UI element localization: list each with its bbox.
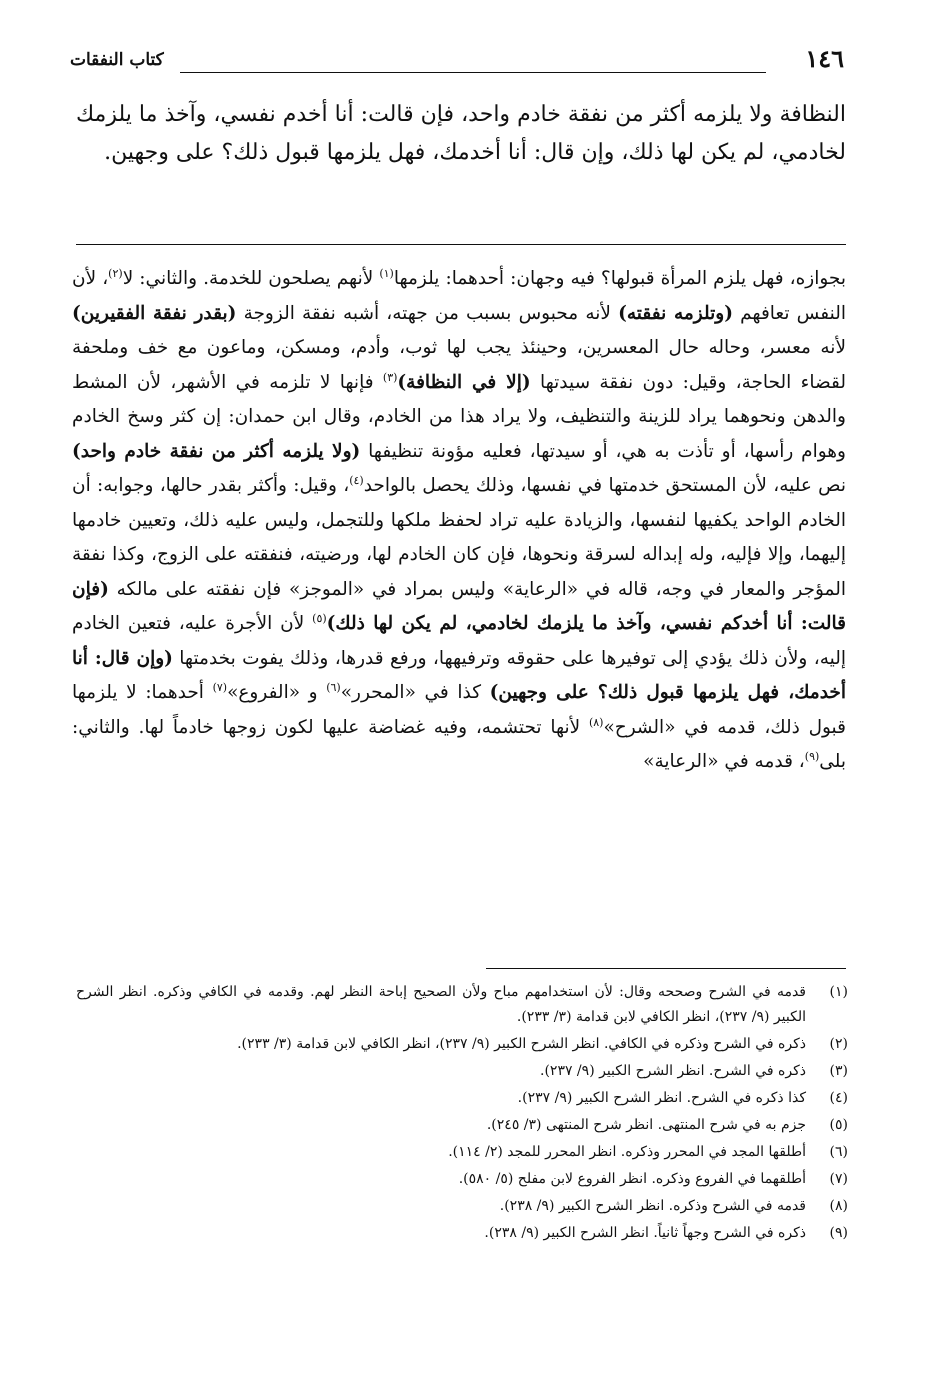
footnote-text: ذكره في الشرح. انظر الشرح الكبير (٩/ ٢٣٧). [540, 1063, 806, 1079]
matn-separator [76, 244, 846, 245]
header-rule [180, 72, 766, 73]
sharh-segment: و «الفروع» [227, 682, 327, 703]
footnote-6 [76, 1140, 848, 1165]
sharh-segment: لأنهم يصلحون للخدمة. والثاني: لا [122, 268, 380, 289]
footnote-1 [76, 980, 848, 1030]
footnote-text: أطلقهما في الفروع وذكره. انظر الفروع لابن مفلح (٥/ ٥٨٠). [458, 1171, 806, 1187]
sharh-segment: ، وقيل: وأكثر بقدر حالها، وجوابه: أن الخادم الواحد يكفيها لنفسها، والزيادة عليه تراد لحفظ ملكها وللتجمل، وليس عليه ذلك، وتعيين خادمها إليهما، وإلا فإليه، وله إبداله لسرقة ونحوها، فإن كان الخادم لها، ورضيته، فنفقته على الزوج، وكذا نفقة المؤجر والمعار في وجه، قاله في «الرعاية» وليس بمراد في «الموجز» فإن نفقته على مالكه [72, 475, 846, 600]
sharh-segment: لأنه محبوس بسبب من جهته، أشبه نفقة الزوجة [236, 302, 619, 324]
footnote-ref: (٩) [804, 749, 820, 763]
footnote-text: ذكره في الشرح وجهاً ثانياً. انظر الشرح الكبير (٩/ ٢٣٨). [484, 1225, 806, 1241]
footnote-number: (٧) [829, 1171, 848, 1187]
footnote-ref: (١) [379, 266, 394, 280]
footnote-text: كذا ذكره في الشرح. انظر الشرح الكبير (٩/ ٢٣٧). [517, 1090, 806, 1106]
footnotes [76, 980, 848, 1248]
footnote-number: (٥) [829, 1117, 848, 1133]
footnote-8 [76, 1194, 848, 1219]
footnote-text: ذكره في الشرح وذكره في الكافي. انظر الشرح الكبير (٩/ ٢٣٧)، انظر الكافي لابن قدامة (٣/ ٢٣٣). [237, 1036, 806, 1052]
footnote-5 [76, 1113, 848, 1138]
sharh-segment: لأنها تحتشمه، وفيه غضاضة عليها لكون زوجها خادماً لها. والثاني: بلى [72, 716, 846, 772]
quoted-matn-bold: (إلا في النظافة) [397, 371, 531, 393]
footnote-number: (٣) [829, 1063, 848, 1079]
footnote-number: (٦) [829, 1144, 848, 1160]
footnote-number: (٤) [829, 1090, 848, 1106]
sharh-segment: بجوازه، فهل يلزم المرأة قبولها؟ فيه وجهان: أحدهما: يلزمها [393, 268, 846, 289]
footnote-ref: (٥) [312, 611, 327, 625]
sharh-text [72, 262, 846, 780]
footnote-number: (٨) [829, 1198, 848, 1214]
footnote-ref: (٣) [382, 370, 398, 384]
sharh-segment: نص عليه، لأن المستحق خدمتها في نفسها، وذلك يحصل بالواحد [363, 475, 846, 496]
footnote-text: قدمه في الشرح وصححه وقال: لأن استخدامهم مباح ولأن الصحيح إباحة النظر لهم. وقدمه في الكافي وذكره. انظر الشرح الكبير (٩/ ٢٣٧)، انظر الكافي لابن قدامة (٣/ ٢٣٣). [76, 984, 806, 1025]
footnote-7 [76, 1167, 848, 1192]
sharh-segment: لأن الأجرة عليه، فتعين الخادم إليه، ولأن ذلك يؤدي إلى توفيرها على حقوقه وترفيهها، ورفع قدرها، وذلك يفوت بخدمتها [72, 613, 846, 669]
sharh-segment: ، قدمه في «الرعاية» [643, 751, 805, 772]
footnote-3 [76, 1059, 848, 1084]
quoted-matn-bold: (وإن قال: أنا أخدمك، فهل يلزمها قبول ذلك؟ على وجهين) [72, 647, 846, 703]
footnote-4 [76, 1086, 848, 1111]
footnote-2 [76, 1032, 848, 1057]
footnote-text: أطلقها المجد في المحرر وذكره. انظر المحرر للمجد (٢/ ١١٤). [448, 1144, 806, 1160]
footnote-text: جزم به في شرح المنتهى. انظر شرح المنتهى (٣/ ٢٤٥). [486, 1117, 806, 1133]
sharh-segment: فإنها لا تلزمه في الأشهر، لأن المشط والدهن ونحوهما يراد للزينة والتنظيف، ولا يراد هذا من الخادم، وقال ابن حمدان: إن كثر وسخ الخادم وهوام رأسها، أو تأذت به هي، أو سيدتها، فعليه مؤونة تنظيفها [72, 371, 846, 462]
footnote-separator [486, 968, 846, 969]
sharh-segment: ، لأن النفس تعافهم [72, 268, 846, 324]
page-header [70, 44, 844, 78]
footnote-9 [76, 1221, 848, 1246]
quoted-matn-bold: (وتلزمه نفقته) [618, 302, 733, 324]
footnote-text: قدمه في الشرح وذكره. انظر الشرح الكبير (٩/ ٢٣٨). [499, 1198, 806, 1214]
sharh-segment: أحدهما: لا يلزمها قبول ذلك، قدمه في «الشرح» [72, 682, 846, 738]
page-number: ١٤٦ [805, 44, 844, 73]
footnote-ref: (٢) [108, 266, 123, 280]
quoted-matn-bold: (فإن قالت: أنا أخدكم نفسي، وآخذ ما يلزمك لخادمي، لم يكن لها ذلك) [72, 578, 846, 634]
matn-text: النظافة ولا يلزمه أكثر من نفقة خادم واحد، فإن قالت: أنا أخدم نفسي، وآخذ ما يلزمك لخادمي، لم يكن لها ذلك، وإن قال: أنا أخدمك، فهل يلزمها قبول ذلك؟ على وجهين. [76, 102, 846, 165]
footnote-number: (٢) [829, 1036, 848, 1052]
book-title: كتاب النفقات [70, 50, 164, 70]
footnote-ref: (٨) [588, 715, 604, 729]
footnote-number: (١) [829, 984, 848, 1000]
footnote-ref: (٦) [326, 680, 341, 694]
sharh-segment: كذا في «المحرر» [340, 682, 490, 703]
footnote-number: (٩) [829, 1225, 848, 1241]
quoted-matn-bold: (بقدر نفقة الفقيرين) [72, 302, 237, 324]
footnote-ref: (٧) [212, 680, 228, 694]
quoted-matn-bold: (ولا يلزمه أكثر من نفقة خادم واحد) [72, 440, 361, 462]
footnote-ref: (٤) [349, 473, 364, 487]
sharh-segment: لأنه معسر، وحاله حال المعسرين، وحينئذ يجب لها ثوب، وأدم، ومسكن، وماعون مع خف وملحفة لقضاء الحاجة، وقيل: دون نفقة سيدتها [72, 337, 846, 393]
